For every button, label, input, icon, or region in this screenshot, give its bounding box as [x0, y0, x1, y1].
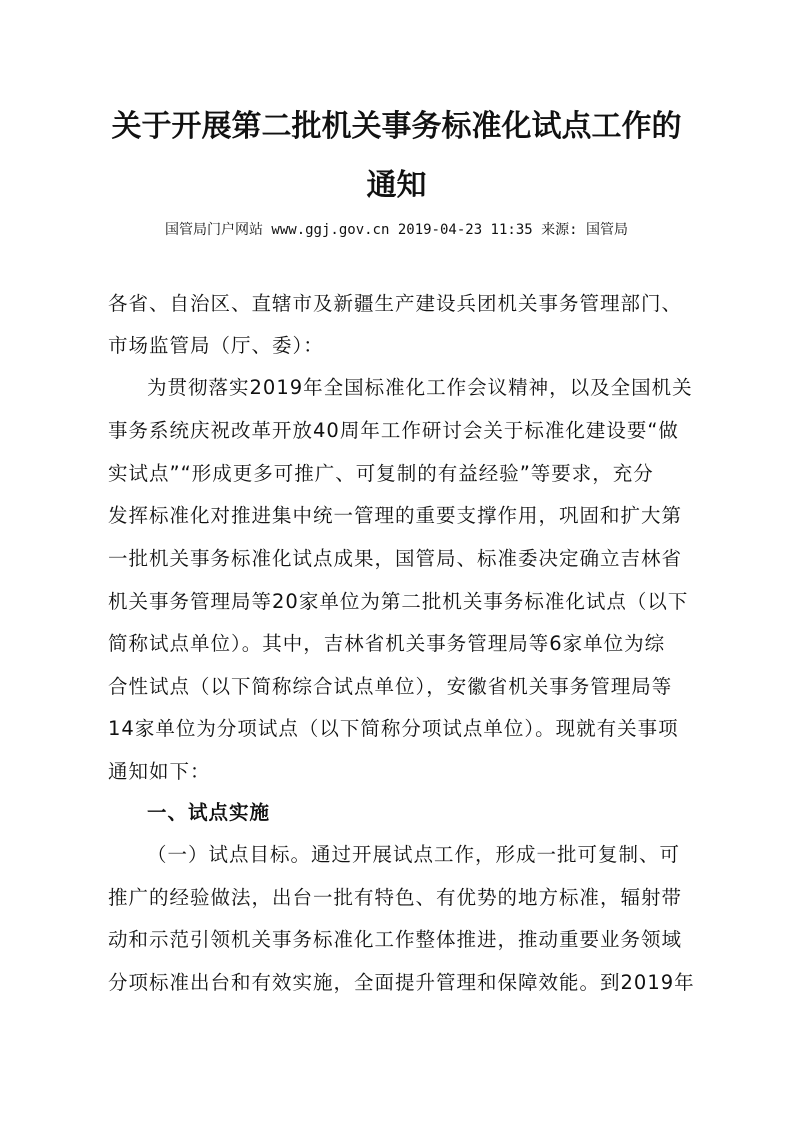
paragraph2-line-3: 动和示范引领机关事务标准化工作整体推进，推动重要业务领域 — [108, 928, 683, 951]
paragraph1-line-2: 事务系统庆祝改革开放40周年工作研讨会关于标准化建设要“做 — [108, 419, 679, 442]
paragraph1-line-7: 简称试点单位）。其中，吉林省机关事务管理局等6家单位为综 — [108, 632, 666, 655]
document-title-line-1: 关于开展第二批机关事务标准化试点工作的 — [111, 109, 682, 144]
recipients-line-2: 市场监管局（厅、委）： — [108, 334, 324, 357]
document-title-line-2: 通知 — [366, 168, 427, 203]
paragraph1-line-8: 合性试点（以下简称综合试点单位），安徽省机关事务管理局等 — [108, 675, 673, 698]
paragraph1-line-9: 14家单位为分项试点（以下简称分项试点单位）。现就有关事项 — [108, 717, 679, 740]
paragraph2-line-1: （一）试点目标。通过开展试点工作，形成一批可复制、可 — [147, 843, 681, 866]
paragraph2-line-2: 推广的经验做法，出台一批有特色、有优势的地方标准，辐射带 — [108, 886, 683, 909]
paragraph1-line-10: 通知如下： — [108, 760, 211, 783]
paragraph1-line-3: 实试点”“形成更多可推广、可复制的有益经验”等要求，充分 — [108, 462, 654, 485]
paragraph1-line-5: 一批机关事务标准化试点成果，国管局、标准委决定确立吉林省 — [108, 547, 683, 570]
recipients-line-1: 各省、自治区、直辖市及新疆生产建设兵团机关事务管理部门、 — [108, 292, 683, 315]
paragraph1-line-1: 为贯彻落实2019年全国标准化工作会议精神，以及全国机关 — [147, 376, 693, 399]
paragraph2-line-4: 分项标准出台和有效实施，全面提升管理和保障效能。到2019年 — [108, 971, 695, 994]
paragraph1-line-6: 机关事务管理局等20家单位为第二批机关事务标准化试点（以下 — [108, 590, 689, 613]
section-heading-1: 一、试点实施 — [147, 801, 271, 824]
publication-meta: 国管局门户网站 www.ggj.gov.cn 2019-04-23 11:35 来源: 国管局 — [164, 222, 628, 238]
paragraph1-line-4: 发挥标准化对推进集中统一管理的重要支撑作用，巩固和扩大第 — [108, 504, 683, 527]
